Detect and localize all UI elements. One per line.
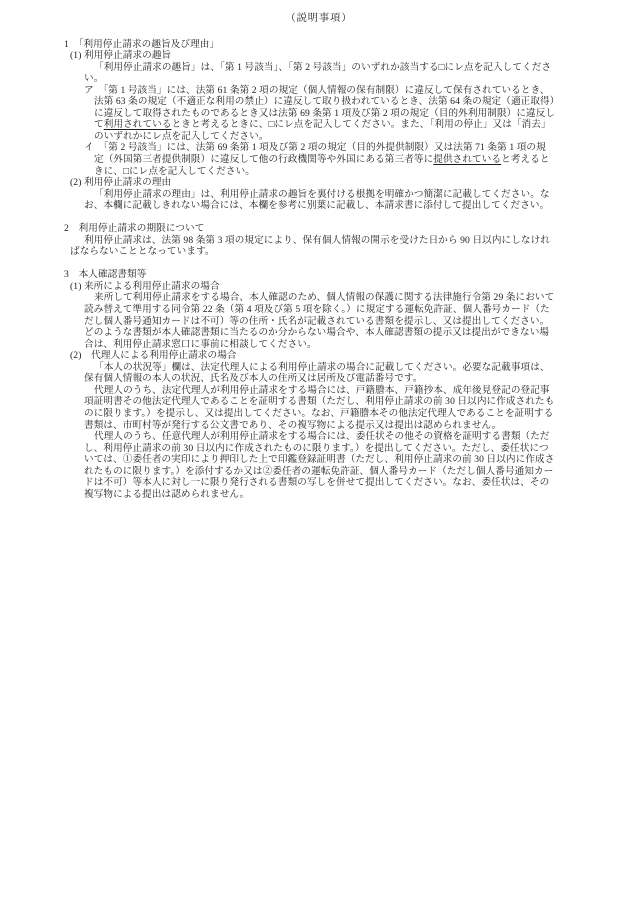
text-line <box>64 177 574 189</box>
text-segment: 複写物による提出は認められません。 <box>84 488 250 500</box>
text-line <box>64 235 574 247</box>
text-segment: 項証明書その他法定代理人であることを証明する書類（ただし、利用停止請求の前 30 日以内に作成されたも <box>84 396 555 408</box>
text-segment: 2 利用停止請求の期限について <box>64 223 205 235</box>
text-segment: 読み替えて準用する同令第 22 条（第 4 項及び第 5 項を除く。）に規定する運転免許証、個人番号カード（た <box>84 304 550 316</box>
text-line <box>64 350 574 362</box>
text-line <box>64 408 574 420</box>
text-segment: ときと考えるときに、□にレ点を記入してください。また、「利用の停止」又は「消去」 <box>171 119 551 131</box>
text-segment: いては、①委任者の実印により押印した上で印鑑登録証明書（ただし、利用停止請求の前 30 日以内に作成さ <box>84 454 555 466</box>
text-segment: 1 「利用停止請求の趣旨及び理由」 <box>64 38 220 50</box>
text-segment: 「利用停止請求の趣旨」は、「第 1 号該当」、「第 2 号該当」のいずれか該当する□にレ点を記入してくださ <box>94 61 552 73</box>
text-segment: と考えると <box>501 154 550 166</box>
document-body <box>64 39 574 501</box>
text-segment: (2) 利用停止請求の理由 <box>70 177 172 189</box>
text-segment: ドは不可）等本人に対し一に限り発行される書類の写しを併せて提出してください。なお、委任状は、その <box>84 477 550 489</box>
text-line <box>64 431 574 443</box>
text-segment: て <box>94 119 104 131</box>
text-line <box>64 189 574 201</box>
text-line <box>64 246 574 258</box>
text-line <box>64 292 574 304</box>
text-line <box>64 200 574 212</box>
text-segment: どのような書類が本人確認書類に当たるのか分からない場合や、本人確認書類の提示又は提出ができない場 <box>84 327 550 339</box>
text-segment: 法第 63 条の規定（不適正な利用の禁止）に違反して取り扱われているとき、法第 64 条の規定（適正取得） <box>94 96 560 108</box>
text-segment: い。 <box>84 73 104 85</box>
text-segment: 合は、利用停止請求窓口に事前に相談してください。 <box>84 338 317 350</box>
text-line <box>64 85 574 97</box>
text-segment: 定（外国第三者提供制限）に違反して他の行政機関等や外国にある第三者等に <box>94 154 434 166</box>
text-segment: 「利用停止請求の理由」は、利用停止請求の趣旨を裏付ける根拠を明確かつ簡潔に記載してください。な <box>94 188 550 200</box>
text-segment: お、本欄に記載しきれない場合には、本欄を参考に別葉に記載し、本請求書に添付して提出してください。 <box>84 200 550 212</box>
text-line <box>64 420 574 432</box>
text-segment: し、利用停止請求の前 30 日以内に作成されたものに限ります。）を提出してください。ただし、委任状につ <box>84 442 549 454</box>
underlined-text: 提供されている <box>433 154 502 166</box>
text-line <box>64 304 574 316</box>
text-segment: 書類は、市町村等が発行する公文書であり、その複写物による提示又は提出は認められません。 <box>84 419 502 431</box>
text-line <box>64 39 574 51</box>
text-line <box>64 454 574 466</box>
text-segment: のいずれかにレ点を記入してください。 <box>94 130 269 142</box>
text-segment: のに限ります。）を提示し、又は提出してください。なお、戸籍謄本その他法定代理人であることを証明する <box>84 407 554 419</box>
text-segment: に違反して取得されたものであるとき又は法第 69 条第 1 項及び第 2 項の規定（目的外利用制限）に違反し <box>94 107 556 119</box>
text-line <box>64 269 574 281</box>
text-line <box>64 223 574 235</box>
text-segment: 代理人のうち、法定代理人が利用停止請求をする場合には、戸籍謄本、戸籍抄本、成年後見登記の登記事 <box>94 384 550 396</box>
text-segment: (1) 利用停止請求の趣旨 <box>70 50 172 62</box>
text-line <box>64 477 574 489</box>
text-line <box>64 489 574 501</box>
text-segment: ばならないこととなっています。 <box>70 246 215 258</box>
text-segment: 代理人のうち、任意代理人が利用停止請求をする場合には、委任状その他その資格を証明する書類（ただ <box>94 431 550 443</box>
text-segment: 来所して利用停止請求をする場合、本人確認のため、個人情報の保護に関する法律施行令第 29 条において <box>94 292 555 304</box>
text-line <box>64 281 574 293</box>
text-line <box>64 373 574 385</box>
text-line <box>64 385 574 397</box>
text-segment: (1) 来所による利用停止請求の場合 <box>70 280 220 292</box>
text-line <box>64 50 574 62</box>
text-line <box>64 96 574 108</box>
text-line <box>64 73 574 85</box>
text-segment: イ 「第 2 号該当」には、法第 69 条第 1 項及び第 2 項の規定（目的外提供制限）又は法第 71 条第 1 項の規 <box>84 142 546 154</box>
text-line <box>64 466 574 478</box>
text-line <box>64 443 574 455</box>
text-segment: 「本人の状況等」欄は、法定代理人による利用停止請求の場合に記載してください。必要な記載事項は、 <box>94 361 550 373</box>
text-line <box>64 119 574 131</box>
text-line <box>64 62 574 74</box>
text-line <box>64 166 574 178</box>
text-segment: 利用停止請求は、法第 98 条第 3 項の規定により、保有個人情報の開示を受けた日から 90 日以内にしなけれ <box>84 234 550 246</box>
text-segment: きに、□にレ点を記入してください。 <box>94 165 255 177</box>
underlined-text: 利用されている <box>103 119 172 131</box>
text-segment: れたものに限ります。）を添付するか又は②委任者の運転免許証、個人番号カード（ただし個人番号通知カー <box>84 465 554 477</box>
text-segment: 保有個人情報の本人の状況、氏名及び本人の住所又は居所及び電話番号です。 <box>84 373 423 385</box>
document-title: （説明事項） <box>285 13 353 24</box>
text-line <box>64 131 574 143</box>
text-line <box>64 142 574 154</box>
text-line <box>64 316 574 328</box>
text-segment: ア 「第 1 号該当」には、法第 61 条第 2 項の規定（個人情報の保有制限）に違反して保有されているとき、 <box>84 84 550 96</box>
text-line <box>64 154 574 166</box>
text-segment: (2) 代理人による利用停止請求の場合 <box>70 350 237 362</box>
text-line <box>64 339 574 351</box>
text-segment: だし個人番号通知カードは不可）等の住所・氏名が記載されている書類を提示し、又は提出してください。 <box>84 315 550 327</box>
text-line <box>64 327 574 339</box>
text-line <box>64 108 574 120</box>
text-line <box>64 362 574 374</box>
text-line <box>64 396 574 408</box>
text-segment: 3 本人確認書類等 <box>64 269 147 281</box>
